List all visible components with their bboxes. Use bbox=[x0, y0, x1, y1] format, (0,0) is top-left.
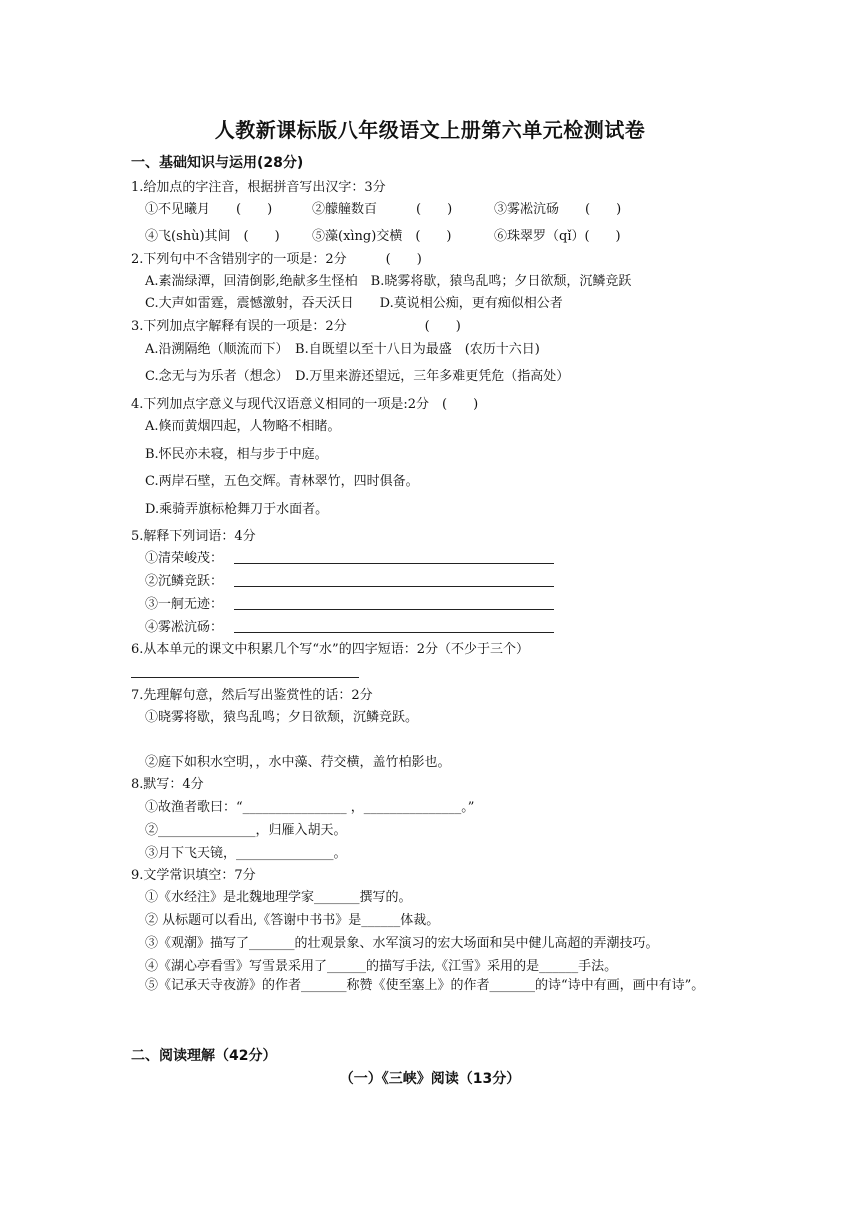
q1-option: ②艨艟数百 ( ) bbox=[312, 202, 453, 217]
q9-item: ①《水经注》是北魏地理学家_______撰写的。 bbox=[145, 890, 412, 905]
q3-option: C.念无与为乐者（想念） D.万里来游还望远，三年多难更凭危（指高处） bbox=[145, 369, 570, 384]
question-6-stem: 6.从本单元的课文中积累几个写“水”的四字短语：2分（不少于三个） bbox=[131, 642, 529, 657]
q8-item: ③月下飞天镜，_______________。 bbox=[145, 846, 347, 861]
q3-option: A.沿溯隔绝（顺流而下） B.自既望以至十八日为最盛 (农历十六日) bbox=[145, 342, 540, 357]
q9-item: ③《观潮》描写了_______的壮观景象、水军演习的宏大场面和吴中健儿高超的弄潮技巧。 bbox=[145, 936, 659, 951]
q2-option: A.素湍绿潭，回清倒影,绝献多生怪柏 B.晓雾将歇，猿鸟乱鸣；夕日欲颓，沉鳞竞跃 bbox=[145, 274, 632, 289]
q4-option: D.乘骑弄旗标枪舞刀于水面者。 bbox=[145, 502, 329, 517]
question-9-stem: 9.文学常识填空：7分 bbox=[131, 868, 256, 883]
answer-line bbox=[234, 609, 554, 610]
question-4-stem: 4.下列加点字意义与现代汉语意义相同的一项是:2分 ( ) bbox=[131, 397, 479, 412]
q8-item: ①故渔者歌曰：“________________ ，_______________。” bbox=[145, 800, 475, 815]
section-heading-reading: 二、阅读理解（42分） bbox=[131, 1048, 277, 1064]
q4-option: B.怀民亦未寝，相与步于中庭。 bbox=[145, 447, 328, 462]
q1-option: ③雾凇沆砀 ( ) bbox=[494, 202, 622, 217]
q5-item: ④雾凇沆砀： bbox=[145, 620, 224, 635]
answer-line bbox=[234, 563, 554, 564]
question-5-stem: 5.解释下列词语：4分 bbox=[131, 529, 256, 544]
q9-item: ④《湖心亭看雪》写雪景采用了______的描写手法,《江雪》采用的是______手法。 bbox=[145, 959, 618, 974]
q5-item: ②沉鳞竞跃： bbox=[145, 574, 224, 589]
q9-item: ⑤《记承天寺夜游》的作者_______称赞《使至塞上》的作者_______的诗“诗中有画，画中有诗”。 bbox=[145, 978, 705, 993]
answer-line bbox=[234, 586, 554, 587]
question-2-stem: 2.下列句中不含错别字的一项是：2分 ( ) bbox=[131, 252, 422, 267]
q5-item: ③一舸无迹： bbox=[145, 597, 224, 612]
q9-item: ② 从标题可以看出,《答谢中书书》是______体裁。 bbox=[145, 913, 440, 928]
q5-item: ①清荣峻茂： bbox=[145, 551, 224, 566]
q2-option: C.大声如雷霆，震憾激射，吞天沃日 D.莫说相公痴，更有痴似相公者 bbox=[145, 296, 563, 311]
q8-item: ②_______________，归雁入胡天。 bbox=[145, 823, 347, 838]
q7-item: ①晓雾将歇，猿鸟乱鸣；夕日欲颓，沉鳞竞跃。 bbox=[145, 710, 419, 725]
q1-option: ⑥珠翠罗（qǐ）( ) bbox=[494, 229, 621, 244]
page-title: 人教新课标版八年级语文上册第六单元检测试卷 bbox=[214, 118, 646, 142]
q1-option: ④飞(shù)其间 ( ) bbox=[145, 229, 280, 244]
q1-option: ⑤藻(xìng)交横 ( ) bbox=[312, 229, 452, 244]
q1-option: ①不见曦月 ( ) bbox=[145, 202, 273, 217]
subsection-heading: （一）《三峡》阅读（13分） bbox=[339, 1071, 521, 1087]
answer-line bbox=[234, 632, 554, 633]
answer-line bbox=[131, 677, 359, 678]
q4-option: C.两岸石壁，五色交辉。青林翠竹，四时俱备。 bbox=[145, 474, 419, 489]
question-1-stem: 1.给加点的字注音，根据拼音写出汉字：3分 bbox=[131, 180, 386, 195]
question-7-stem: 7.先理解句意，然后写出鉴赏性的话：2分 bbox=[131, 688, 373, 703]
question-8-stem: 8.默写：4分 bbox=[131, 777, 204, 792]
q4-option: A.倏而黄烟四起，人物略不相睹。 bbox=[145, 419, 341, 434]
question-3-stem: 3.下列加点字解释有误的一项是：2分 ( ) bbox=[131, 319, 461, 334]
section-heading-basic: 一、基础知识与运用(28分) bbox=[131, 155, 304, 171]
q7-item: ②庭下如积水空明，，水中藻、荇交横，盖竹柏影也。 bbox=[145, 755, 451, 770]
